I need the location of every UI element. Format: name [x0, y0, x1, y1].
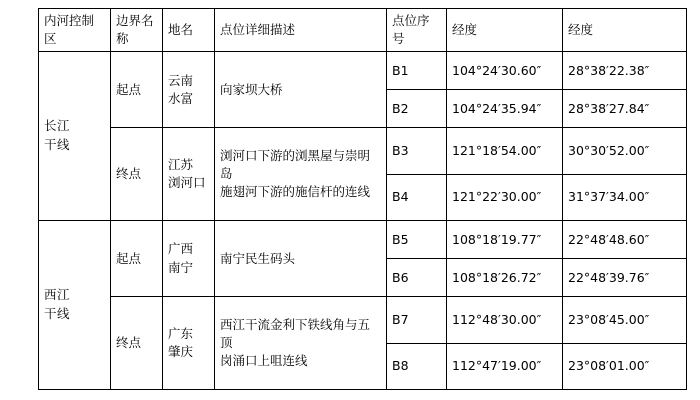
boundary-cell: 终点 [111, 297, 163, 390]
point-seq-cell: B2 [387, 90, 447, 128]
zone-line: 干线 [44, 306, 71, 322]
column-header-point-desc: 点位详细描述 [215, 9, 387, 52]
longitude-cell: 108°18′19.77″ [447, 221, 563, 259]
description-line: 施翅河下游的施信杆的连线 [220, 184, 371, 200]
description-line: 南宁民生码头 [220, 250, 296, 266]
zone-line: 长江 [44, 118, 71, 134]
place-cell [163, 297, 215, 390]
zone-cell [39, 221, 111, 390]
place-cell [163, 128, 215, 221]
point-seq-cell: B3 [387, 128, 447, 174]
latitude-cell: 28°38′22.38″ [563, 52, 687, 90]
inland-river-control-zone-table [38, 8, 687, 390]
description-cell [215, 297, 387, 390]
table-row [39, 297, 687, 343]
longitude-cell: 108°18′26.72″ [447, 259, 563, 297]
place-cell [163, 52, 215, 128]
latitude-cell: 23°08′45.00″ [563, 297, 687, 343]
boundary-cell: 起点 [111, 221, 163, 297]
table-header [39, 9, 687, 52]
description-line: 岗涌口上咀连线 [220, 353, 308, 369]
description-line: 西江干流金利下铁线角与五顶 [220, 316, 371, 350]
point-seq-cell: B6 [387, 259, 447, 297]
latitude-cell: 28°38′27.84″ [563, 90, 687, 128]
point-seq-cell: B4 [387, 174, 447, 220]
place-line: 浏河口 [168, 175, 206, 191]
description-cell [215, 52, 387, 128]
table-row [39, 128, 687, 174]
place-line: 广西 [168, 241, 194, 257]
description-line: 浏河口下游的浏黑屋与崇明岛 [220, 147, 371, 182]
boundary-cell: 起点 [111, 52, 163, 128]
description-cell [215, 221, 387, 297]
zone-line: 干线 [44, 137, 71, 153]
column-header-point-seq: 点位序号 [387, 9, 447, 52]
column-header-longitude: 经度 [447, 9, 563, 52]
column-header-place-name: 地名 [163, 9, 215, 52]
table-row [39, 221, 687, 259]
table-body [39, 52, 687, 390]
latitude-cell: 30°30′52.00″ [563, 128, 687, 174]
point-seq-cell: B1 [387, 52, 447, 90]
longitude-cell: 112°47′19.00″ [447, 343, 563, 389]
table-row [39, 52, 687, 90]
longitude-cell: 112°48′30.00″ [447, 297, 563, 343]
column-header-zone: 内河控制区 [39, 9, 111, 52]
longitude-cell: 104°24′35.94″ [447, 90, 563, 128]
point-seq-cell: B5 [387, 221, 447, 259]
point-seq-cell: B7 [387, 297, 447, 343]
latitude-cell: 22°48′39.76″ [563, 259, 687, 297]
point-seq-cell: B8 [387, 343, 447, 389]
place-line: 肇庆 [168, 344, 194, 360]
latitude-cell: 22°48′48.60″ [563, 221, 687, 259]
boundary-cell: 终点 [111, 128, 163, 221]
table-header-row [39, 9, 687, 52]
column-header-latitude: 经度 [563, 9, 687, 52]
place-cell [163, 221, 215, 297]
latitude-cell: 31°37′34.00″ [563, 174, 687, 220]
place-line: 云南 [168, 72, 194, 88]
longitude-cell: 104°24′30.60″ [447, 52, 563, 90]
place-line: 江苏 [168, 157, 194, 173]
description-line: 向家坝大桥 [220, 81, 283, 97]
longitude-cell: 121°18′54.00″ [447, 128, 563, 174]
place-line: 广东 [168, 325, 194, 341]
place-line: 水富 [168, 90, 194, 106]
column-header-boundary-name: 边界名称 [111, 9, 163, 52]
zone-cell [39, 52, 111, 221]
latitude-cell: 23°08′01.00″ [563, 343, 687, 389]
zone-line: 西江 [44, 287, 71, 303]
place-line: 南宁 [168, 259, 194, 275]
description-cell [215, 128, 387, 221]
longitude-cell: 121°22′30.00″ [447, 174, 563, 220]
